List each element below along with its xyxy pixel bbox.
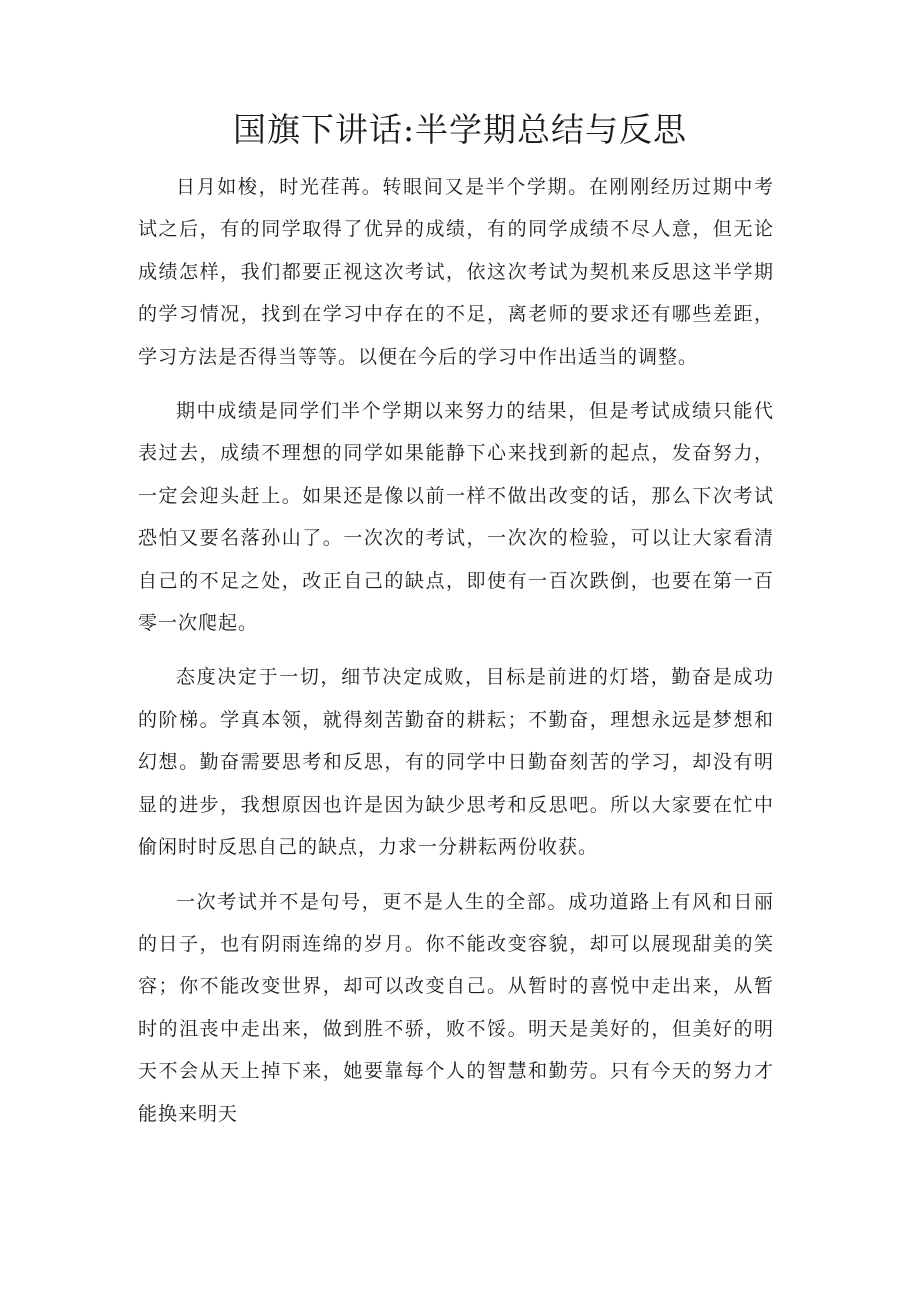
paragraph: 态度决定于一切，细节决定成败，目标是前进的灯塔，勤奋是成功的阶梯。学真本领，就得刻苦勤奋的耕耘；不勤奋，理想永远是梦想和幻想。勤奋需要思考和反思，有的同学中日勤奋刻苦的学习，却没有明显的进步，我想原因也许是因为缺少思考和反思吧。所以大家要在忙中偷闲时时反思自己的缺点，力求一分耕耘两份收获。: [138, 666, 774, 859]
paragraph: 一次考试并不是句号，更不是人生的全部。成功道路上有风和日丽的日子，也有阴雨连绵的岁月。你不能改变容貌，却可以展现甜美的笑容；你不能改变世界，却可以改变自己。从暂时的喜悦中走出来，从暂时的沮丧中走出来，做到胜不骄，败不馁。明天是美好的，但美好的明天不会从天上掉下来，她要靠每个人的智慧和勤劳。只有今天的努力才能换来明天: [138, 890, 774, 1125]
page-title: 国旗下讲话:半学期总结与反思: [232, 110, 688, 149]
document-body: [138, 166, 774, 1147]
paragraph: 期中成绩是同学们半个学期以来努力的结果，但是考试成绩只能代表过去，成绩不理想的同学如果能静下心来找到新的起点，发奋努力，一定会迎头赶上。如果还是像以前一样不做出改变的话，那么下次考试恐怕又要名落孙山了。一次次的考试，一次次的检验，可以让大家看清自己的不足之处，改正自己的缺点，即使有一百次跌倒，也要在第一百零一次爬起。: [138, 400, 774, 635]
paragraph: 日月如梭，时光荏苒。转眼间又是半个学期。在刚刚经历过期中考试之后，有的同学取得了优异的成绩，有的同学成绩不尽人意，但无论成绩怎样，我们都要正视这次考试，依这次考试为契机来反思这半学期的学习情况，找到在学习中存在的不足，离老师的要求还有哪些差距，学习方法是否得当等等。以便在今后的学习中作出适当的调整。: [138, 176, 774, 368]
